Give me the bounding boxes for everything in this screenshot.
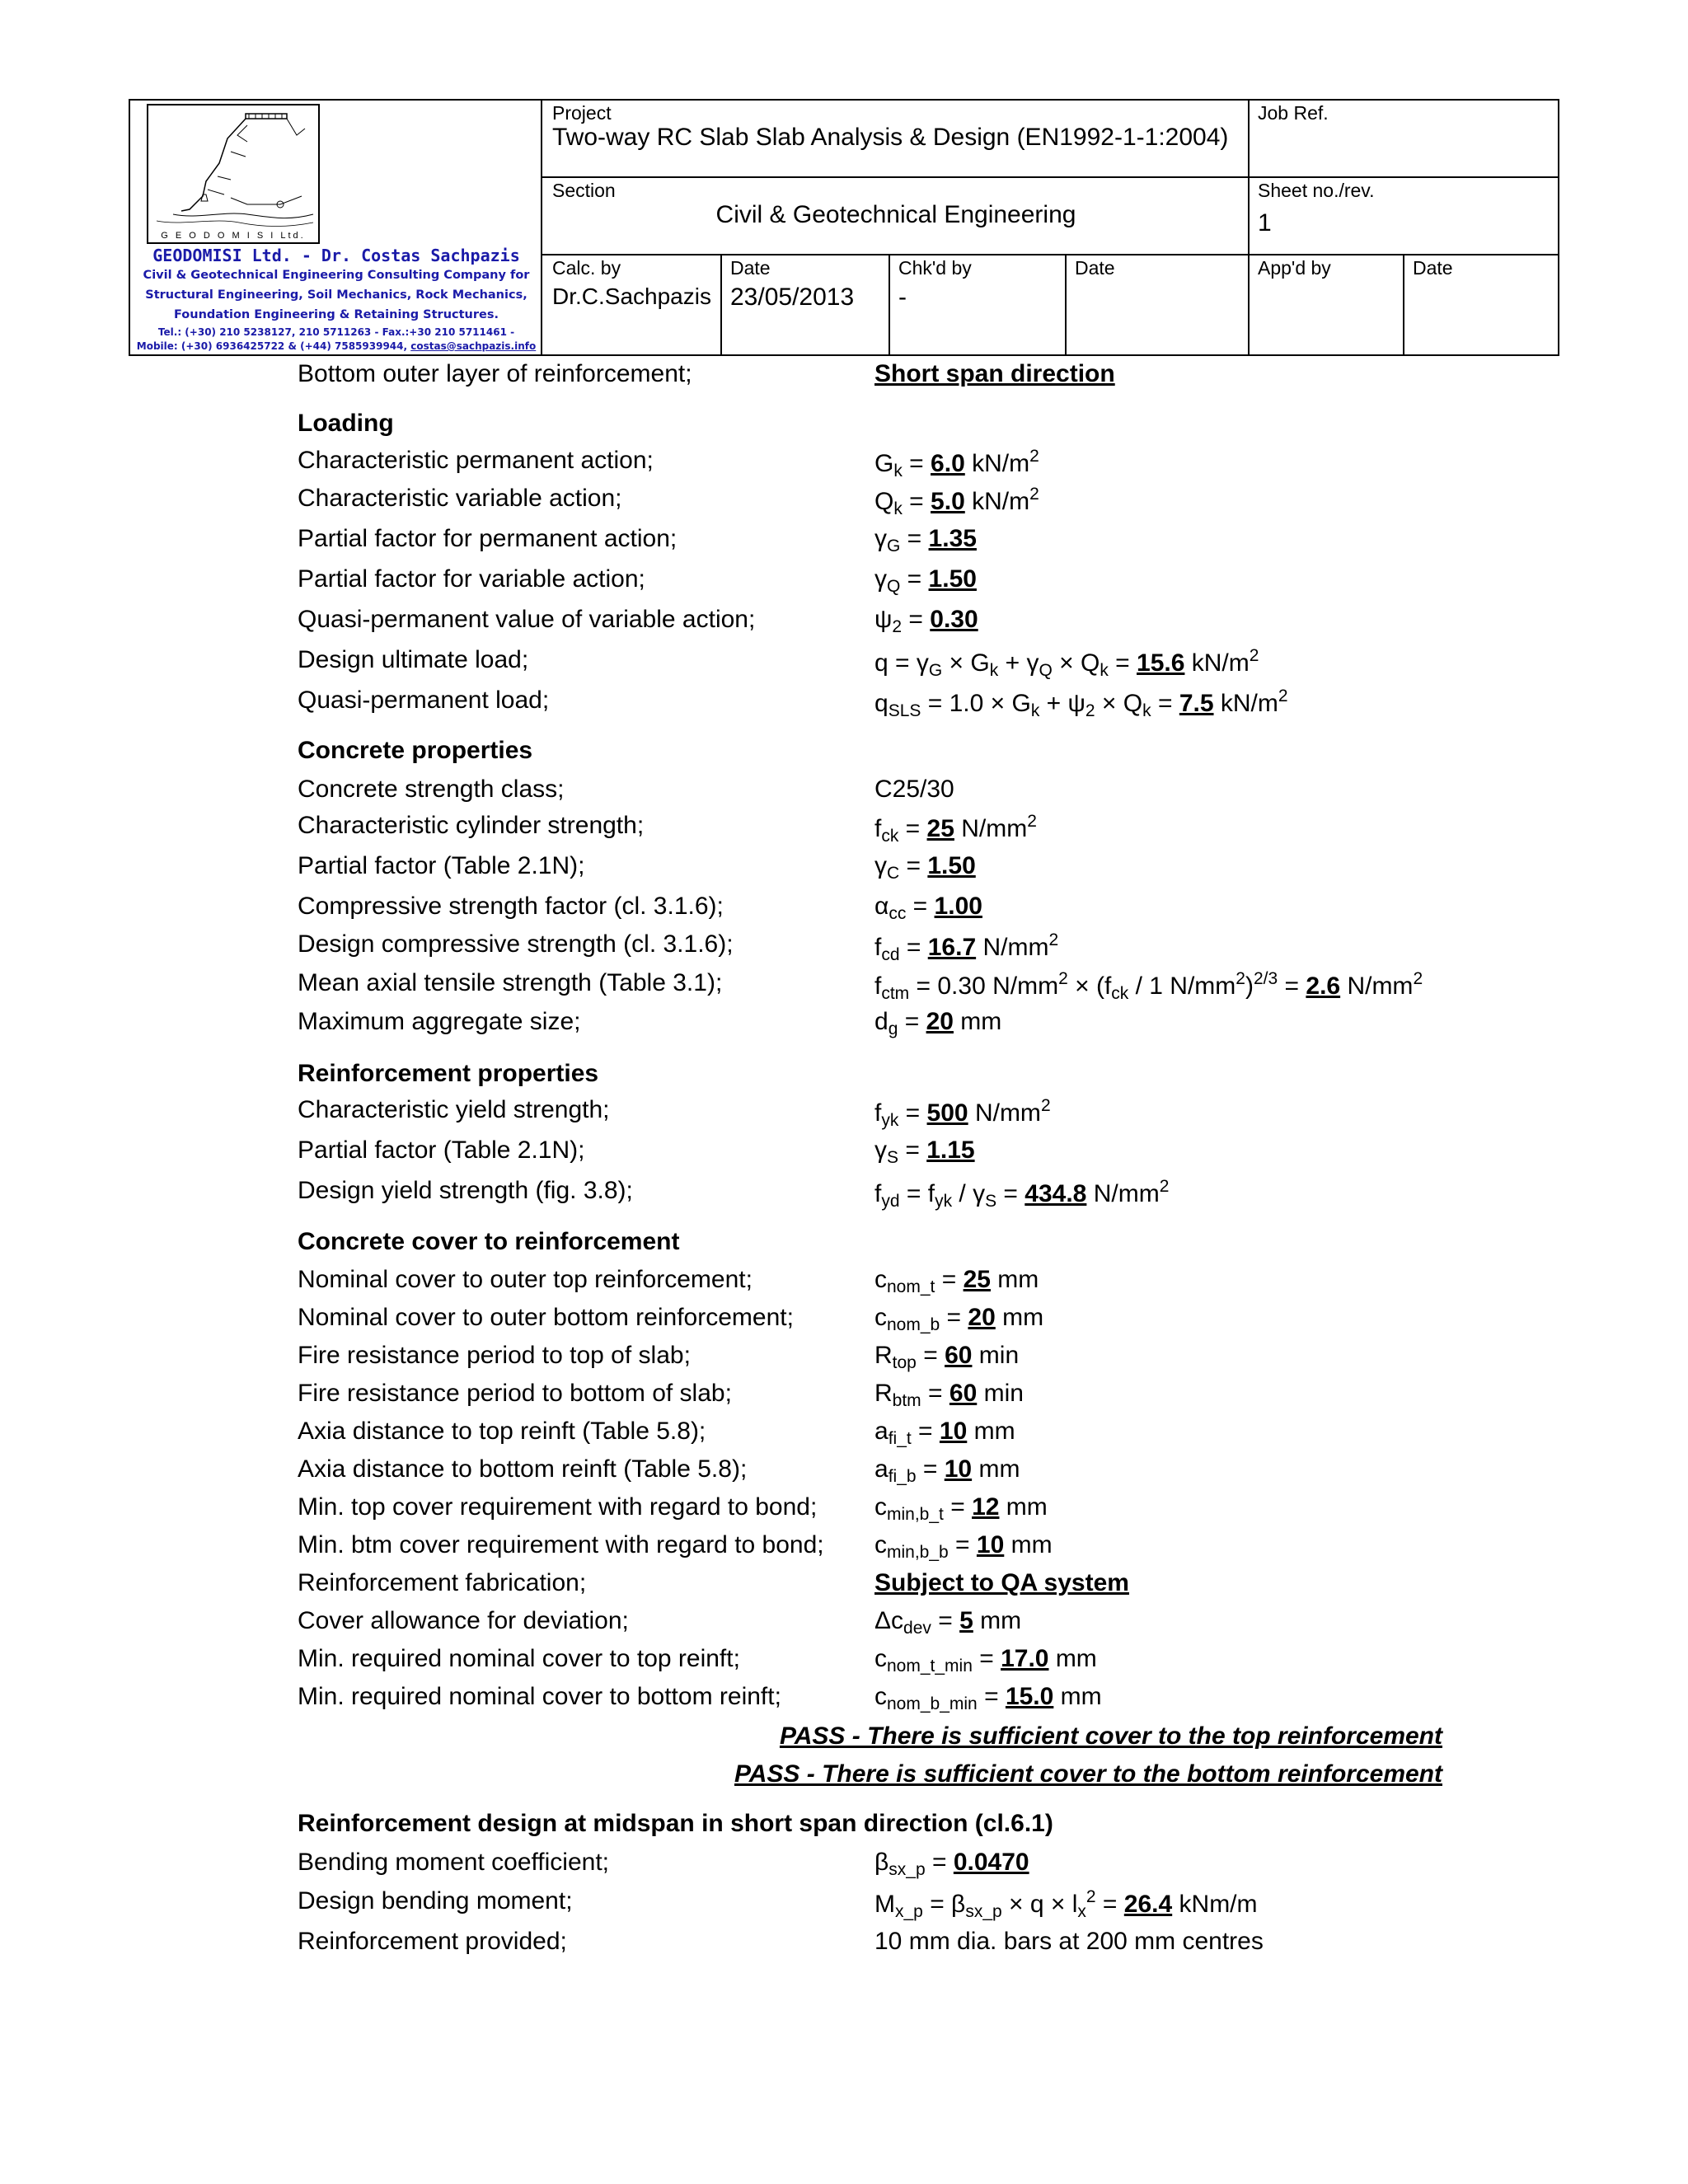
company-line-3: Foundation Engineering & Retaining Structures. [173, 308, 499, 321]
company-logo [147, 104, 320, 244]
project-cell [544, 101, 1248, 176]
fck-value: 25 [926, 815, 954, 842]
fck-row [0, 812, 1688, 850]
approved-by-label: App'd by [1258, 257, 1331, 279]
approved-by-cell [1250, 255, 1403, 354]
row-value: $f_{ctm} = 0.30$ $N/mm^2 \times (f_{ck} / 1$ $N/mm^2)^{2/3} = 2.6$ $N/mm^2$ [874, 969, 1423, 1003]
logo-text: G E O D O M I S I Ltd. [161, 231, 306, 241]
outer-layer-row [0, 360, 1688, 398]
row-label: Partial factor (Table 2.1N); [298, 852, 585, 879]
section-value: Civil & Geotechnical Engineering [715, 201, 1076, 228]
row-value: Short span direction [874, 360, 1115, 387]
cnom-btm-min-row [0, 1683, 1688, 1721]
cnom-btm-min-value: 15.0 [1005, 1683, 1054, 1710]
row-label: Bottom outer layer of reinforcement; [298, 360, 692, 387]
row-label: Min. top cover requirement with regard to bond; [298, 1493, 818, 1521]
row-label: Characteristic permanent action; [298, 447, 654, 474]
row-label: Quasi-permanent value of variable action; [298, 606, 756, 633]
row-label: Design yield strength (fig. 3.8); [298, 1177, 633, 1204]
cnom-btm-row [0, 1304, 1688, 1342]
row-value: $c_{min,b\_t} = 12$ mm [874, 1493, 1048, 1524]
gk-value: 6.0 [931, 450, 965, 477]
rtop-value: 60 [945, 1342, 973, 1369]
psi-row [0, 606, 1688, 644]
row-value: $R_{btm} = 60$ min [874, 1380, 1024, 1410]
row-value: $a_{fi\_b} = 10$ mm [874, 1455, 1020, 1486]
row-label: Fire resistance period to bottom of slab; [298, 1380, 732, 1407]
row-value: 10 mm dia. bars at 200 mm centres [874, 1928, 1264, 1955]
approve-date-label: Date [1413, 257, 1453, 279]
row-value: $\alpha_{cc} = 1.00$ [874, 893, 982, 923]
company-contact-1: Tel.: (+30) 210 5238127, 210 5711263 - Fax.:+30 210 5711461 - [157, 326, 515, 338]
qk-value: 5.0 [931, 488, 965, 515]
row-label: Axia distance to bottom reinft (Table 5.8); [298, 1455, 748, 1483]
row-label: Reinforcement fabrication; [298, 1569, 587, 1596]
rtop-row [0, 1342, 1688, 1380]
fyk-row [0, 1096, 1688, 1134]
section-label: Section [552, 180, 616, 201]
design-load-row [0, 646, 1688, 684]
reinforcement-heading: Reinforcement properties [298, 1060, 599, 1087]
fctm-value: 2.6 [1306, 972, 1341, 1000]
cnom-top-row [0, 1266, 1688, 1304]
row-label: Nominal cover to outer bottom reinforcement; [298, 1304, 794, 1331]
company-line-1: Civil & Geotechnical Engineering Consulting Company for [143, 269, 530, 282]
sheet-value: 1 [1258, 209, 1272, 237]
row-label: Fire resistance period to top of slab; [298, 1342, 691, 1369]
afi-btm-value: 10 [944, 1455, 973, 1483]
cnom-btm-value: 20 [968, 1304, 996, 1331]
row-label: Compressive strength factor (cl. 3.1.6); [298, 893, 724, 920]
row-label: Partial factor for variable action; [298, 565, 645, 593]
deviation-value: 5 [959, 1607, 973, 1634]
checked-by-cell [890, 255, 1065, 354]
row-value: $M_{x\_p} = \beta_{sx\_p} \times q \times l_x^2 = 26.4$ kNm/m [874, 1887, 1258, 1921]
row-label: Bending moment coefficient; [298, 1849, 610, 1876]
row-value: $q = \gamma_G \times G_k + \gamma_Q \times Q_k = 15.6$ $kN/m^2$ [874, 646, 1259, 680]
gamma-c-value: 1.50 [927, 852, 976, 879]
row-value: $c_{nom\_t} = 25$ mm [874, 1266, 1039, 1296]
q-value: 15.6 [1137, 649, 1185, 677]
dg-row [0, 1008, 1688, 1046]
fcd-row [0, 930, 1688, 968]
project-label: Project [552, 102, 612, 124]
beta-row [0, 1849, 1688, 1886]
approve-date-cell [1404, 255, 1558, 354]
dg-value: 20 [926, 1008, 954, 1035]
project-value: Two-way RC Slab Slab Analysis & Design (EN1992-1-1:2004) [552, 124, 1229, 151]
cover-heading: Concrete cover to reinforcement [298, 1228, 680, 1255]
pass-bottom-cover: PASS - There is sufficient cover to the bottom reinforcement [734, 1760, 1442, 1788]
row-label: Characteristic variable action; [298, 485, 622, 512]
acc-value: 1.00 [934, 893, 982, 920]
midspan-heading: Reinforcement design at midspan in short span direction (cl.6.1) [298, 1810, 1053, 1837]
row-value: $c_{min,b\_b} = 10$ mm [874, 1531, 1053, 1562]
calc-by-label: Calc. by [552, 257, 621, 279]
row-label: Partial factor for permanent action; [298, 525, 678, 552]
title-block [129, 99, 1559, 356]
company-phones: Mobile: (+30) 6936425722 & (+44) 7585939944, [136, 340, 408, 352]
jobref-label: Job Ref. [1258, 102, 1329, 124]
row-label: Axia distance to top reinft (Table 5.8); [298, 1418, 706, 1445]
row-value: $\gamma_C = 1.50$ [874, 852, 976, 883]
calc-by-cell [544, 255, 720, 354]
acc-row [0, 893, 1688, 930]
row-label: Min. required nominal cover to top reinft; [298, 1645, 740, 1672]
row-label: Characteristic yield strength; [298, 1096, 610, 1123]
row-value: $\gamma_S = 1.15$ [874, 1137, 975, 1167]
row-label: Design ultimate load; [298, 646, 529, 673]
rbtm-value: 60 [949, 1380, 978, 1407]
row-label: Quasi-permanent load; [298, 687, 550, 714]
moment-row [0, 1887, 1688, 1925]
row-label: Cover allowance for deviation; [298, 1607, 629, 1634]
cliff-drawing-icon [148, 105, 318, 229]
calc-by-value: Dr.C.Sachpazis [552, 284, 711, 309]
concrete-heading: Concrete properties [298, 737, 533, 764]
cmin-btm-row [0, 1531, 1688, 1569]
company-contact-2 [130, 340, 542, 352]
class-row [0, 776, 1688, 813]
provided-row [0, 1928, 1688, 1966]
date-value: 23/05/2013 [730, 284, 855, 311]
row-value: $a_{fi\_t} = 10$ mm [874, 1418, 1015, 1448]
fyk-value: 500 [926, 1099, 968, 1127]
qsls-value: 7.5 [1179, 690, 1214, 717]
row-value: $f_{ck} = 25$ $N/mm^2$ [874, 812, 1037, 846]
fabrication-row [0, 1569, 1688, 1607]
date-label: Date [730, 257, 771, 279]
row-value: $\gamma_Q = 1.50$ [874, 565, 977, 596]
qsls-row [0, 687, 1688, 724]
gamma-g-value: 1.35 [928, 525, 977, 552]
gamma-g-row [0, 525, 1688, 563]
moment-value: 26.4 [1123, 1891, 1173, 1918]
qk-row [0, 485, 1688, 523]
company-email[interactable]: costas@sachpazis.info [410, 340, 537, 352]
row-label: Concrete strength class; [298, 776, 565, 803]
rbtm-row [0, 1380, 1688, 1418]
pass-top-cover: PASS - There is sufficient cover to the top reinforcement [779, 1722, 1442, 1750]
row-value: $Q_k = 5.0$ $kN/m^2$ [874, 485, 1039, 518]
beta-value: 0.0470 [953, 1849, 1029, 1876]
row-value: $\beta_{sx\_p} = 0.0470$ [874, 1849, 1029, 1879]
row-label: Characteristic cylinder strength; [298, 812, 645, 839]
row-value: $c_{nom\_b} = 20$ mm [874, 1304, 1044, 1334]
row-value: $d_g = 20$ mm [874, 1008, 1002, 1038]
row-value: $c_{nom\_b\_min} = 15.0$ mm [874, 1683, 1102, 1713]
row-value: $R_{top} = 60$ min [874, 1342, 1020, 1372]
cnom-top-min-row [0, 1645, 1688, 1683]
row-value: $\psi_2 = 0.30$ [874, 606, 978, 636]
check-date-label: Date [1075, 257, 1115, 279]
cmin-top-value: 12 [972, 1493, 1000, 1521]
row-value: $f_{yd} = f_{yk} / \gamma_S = 434.8$ $N/mm^2$ [874, 1177, 1170, 1211]
deviation-row [0, 1607, 1688, 1645]
jobref-cell [1250, 101, 1558, 176]
date-cell [722, 255, 889, 354]
row-label: Partial factor (Table 2.1N); [298, 1137, 585, 1164]
gk-row [0, 447, 1688, 485]
row-value: Subject to QA system [874, 1569, 1129, 1596]
row-label: Maximum aggregate size; [298, 1008, 581, 1035]
gamma-c-row [0, 852, 1688, 890]
sheet-label: Sheet no./rev. [1258, 180, 1375, 201]
check-date-cell [1067, 255, 1248, 354]
row-value: $f_{yk} = 500$ $N/mm^2$ [874, 1096, 1051, 1130]
sheet-cell [1250, 178, 1558, 254]
row-label: Design bending moment; [298, 1887, 573, 1915]
section-cell [544, 178, 1248, 254]
gamma-q-row [0, 565, 1688, 603]
afi-top-value: 10 [939, 1418, 968, 1445]
cnom-top-min-value: 17.0 [1001, 1645, 1049, 1672]
cmin-btm-value: 10 [976, 1531, 1005, 1558]
fcd-value: 16.7 [927, 934, 977, 961]
checked-by-value: - [898, 284, 907, 311]
gamma-s-value: 1.15 [926, 1137, 975, 1164]
row-value: $\Delta c_{dev} = 5$ mm [874, 1607, 1022, 1638]
fyd-row [0, 1177, 1688, 1215]
cmin-top-row [0, 1493, 1688, 1531]
row-label: Reinforcement provided; [298, 1928, 567, 1955]
company-logo-cell [130, 101, 542, 354]
afi-btm-row [0, 1455, 1688, 1493]
cnom-top-value: 25 [963, 1266, 991, 1293]
row-value: C25/30 [874, 776, 954, 803]
row-value: $\gamma_G = 1.35$ [874, 525, 977, 555]
company-name: GEODOMISI Ltd. - Dr. Costas Sachpazis [152, 246, 520, 265]
row-value: $G_k = 6.0$ $kN/m^2$ [874, 447, 1039, 480]
fyd-value: 434.8 [1025, 1180, 1087, 1207]
afi-top-row [0, 1418, 1688, 1455]
company-line-2: Structural Engineering, Soil Mechanics, Rock Mechanics, [145, 288, 528, 302]
psi-value: 0.30 [930, 606, 978, 633]
row-label: Mean axial tensile strength (Table 3.1); [298, 969, 723, 996]
gamma-s-row [0, 1137, 1688, 1174]
gamma-q-value: 1.50 [928, 565, 977, 593]
row-value: $q_{SLS} = 1.0 \times G_k + \psi_2 \times Q_k = 7.5$ $kN/m^2$ [874, 687, 1288, 720]
row-value: $c_{nom\_t\_min} = 17.0$ mm [874, 1645, 1097, 1675]
row-label: Min. required nominal cover to bottom reinft; [298, 1683, 781, 1710]
row-label: Design compressive strength (cl. 3.1.6); [298, 930, 734, 958]
fctm-row [0, 969, 1688, 1007]
checked-by-label: Chk'd by [898, 257, 972, 279]
row-value: $f_{cd} = 16.7$ $N/mm^2$ [874, 930, 1059, 964]
loading-heading: Loading [298, 410, 394, 437]
row-label: Min. btm cover requirement with regard to bond; [298, 1531, 824, 1558]
row-label: Nominal cover to outer top reinforcement; [298, 1266, 753, 1293]
